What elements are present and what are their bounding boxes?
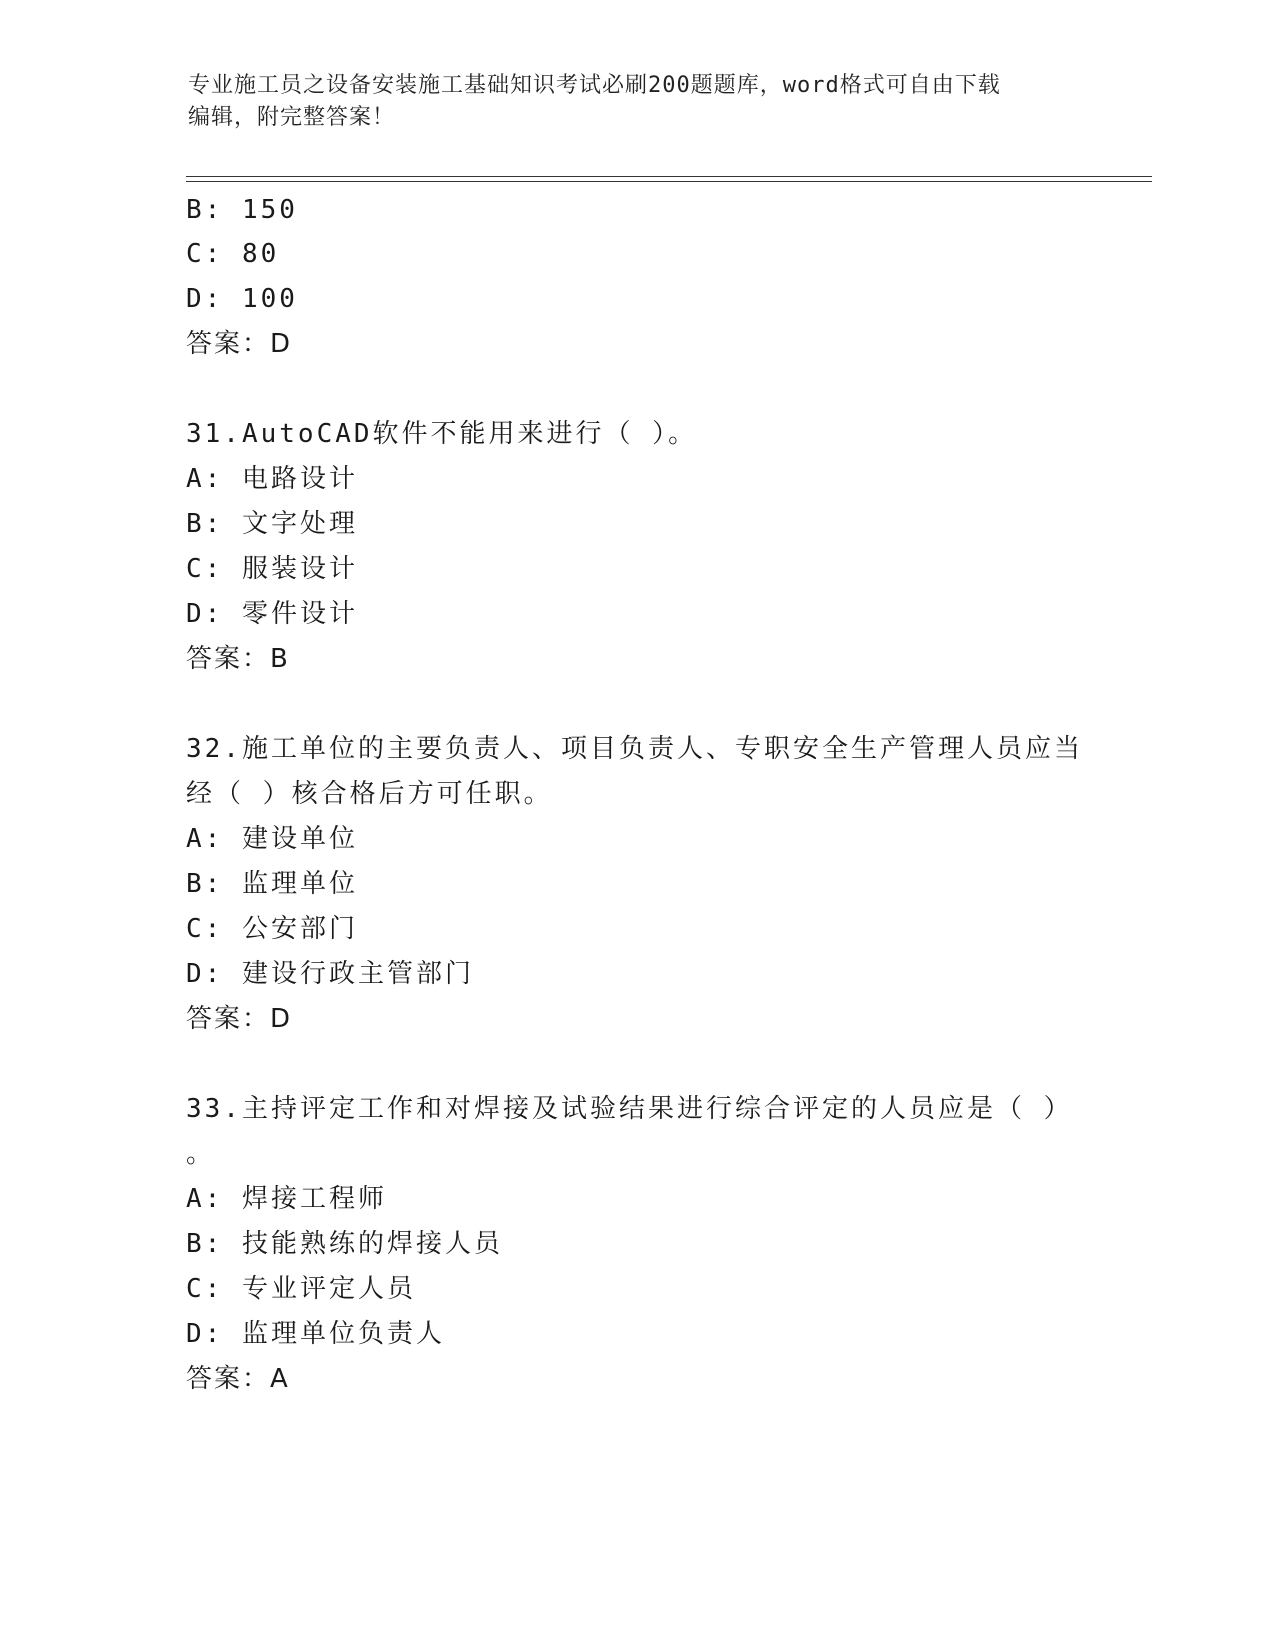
q31-answer: 答案：B	[186, 644, 290, 674]
q32-stem-line-1: 32.施工单位的主要负责人、项目负责人、专职安全生产管理人员应当	[186, 734, 1083, 764]
header-divider-top	[186, 176, 1152, 177]
q31-option-d: D: 零件设计	[186, 599, 358, 629]
q32-answer: 答案：D	[186, 1004, 293, 1034]
q31-stem: 31.AutoCAD软件不能用来进行（ ）。	[186, 419, 698, 449]
q32-option-c: C: 公安部门	[186, 914, 358, 944]
q33-stem-line-2: 。	[186, 1139, 216, 1169]
q31-option-a: A: 电路设计	[186, 464, 358, 494]
document-header	[188, 70, 1068, 134]
q33-stem-line-1: 33.主持评定工作和对焊接及试验结果进行综合评定的人员应是（ ）	[186, 1094, 1073, 1124]
q30-option-d: D: 100	[186, 284, 298, 314]
q33-option-d: D: 监理单位负责人	[186, 1319, 445, 1349]
q32-option-d: D: 建设行政主管部门	[186, 959, 474, 989]
header-title-line-2: 编辑，附完整答案！	[188, 105, 396, 130]
q30-option-b: B: 150	[186, 195, 298, 225]
q31-option-b: B: 文字处理	[186, 509, 358, 539]
header-divider-bottom	[186, 181, 1152, 182]
q32-stem-line-2: 经（ ）核合格后方可任职。	[186, 779, 553, 809]
q30-option-c: C: 80	[186, 239, 280, 269]
q32-option-a: A: 建设单位	[186, 824, 358, 854]
q33-option-c: C: 专业评定人员	[186, 1274, 416, 1304]
q33-answer: 答案：A	[186, 1364, 290, 1394]
q30-answer: 答案：D	[186, 329, 293, 359]
q32-option-b: B: 监理单位	[186, 869, 358, 899]
q33-option-a: A: 焊接工程师	[186, 1184, 387, 1214]
header-title-line-1: 专业施工员之设备安装施工基础知识考试必刷200题题库，word格式可自由下载	[188, 73, 1001, 98]
q33-option-b: B: 技能熟练的焊接人员	[186, 1229, 503, 1259]
q31-option-c: C: 服装设计	[186, 554, 358, 584]
